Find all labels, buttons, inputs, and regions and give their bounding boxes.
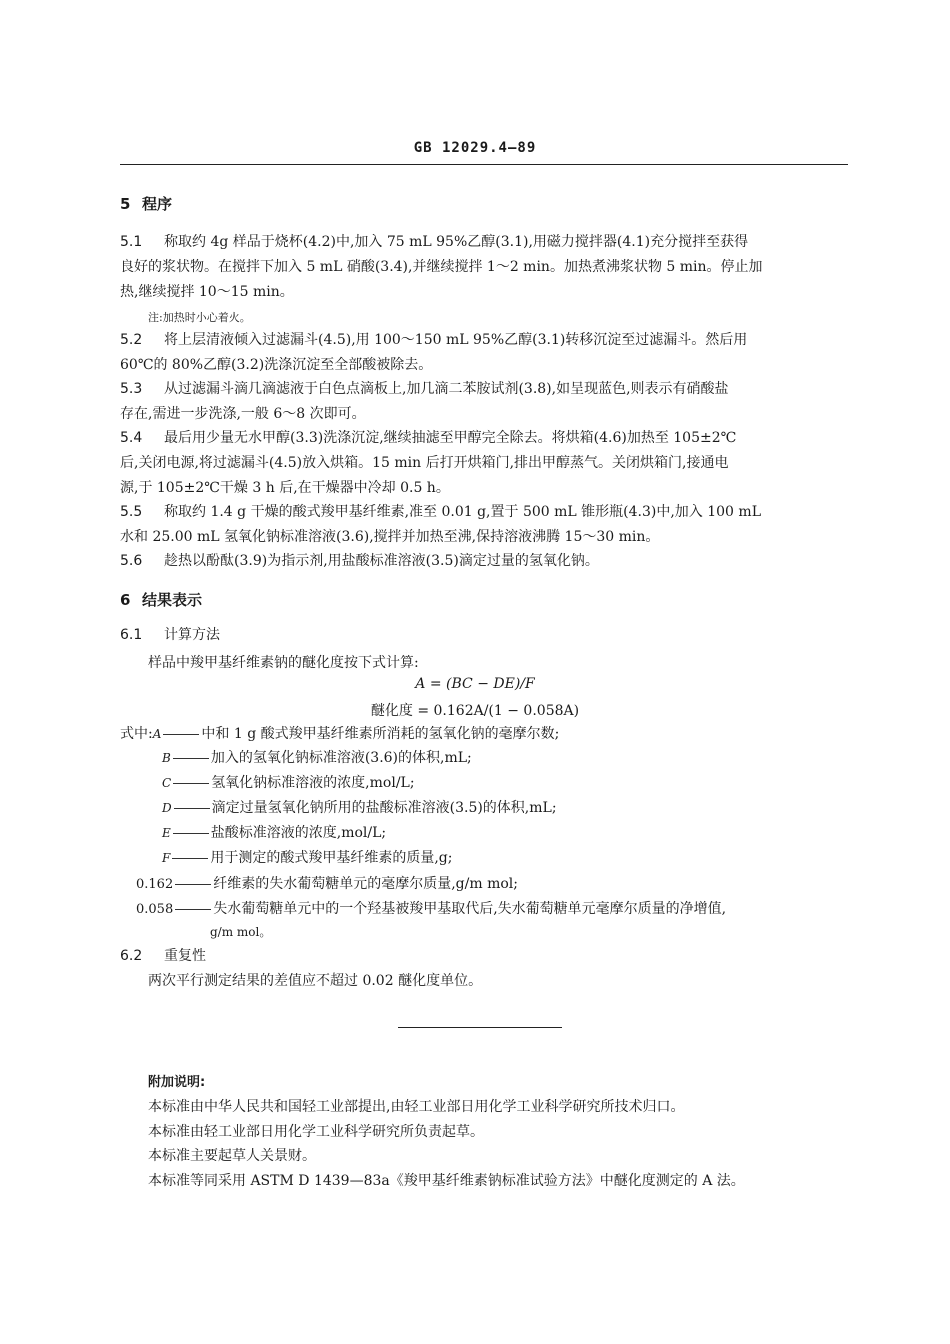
definitions-prefix: 式中: [120,726,153,742]
section-title: 结果表示 [142,591,203,609]
appendix-line: 本标准由轻工业部日用化学工业科学研究所负责起草。 [148,1124,484,1140]
appendix-line: 本标准由中华人民共和国轻工业部提出,由轻工业部日用化学工业科学研究所技术归口。 [148,1099,685,1115]
clause-line: 60℃的 80%乙醇(3.2)洗涤沉淀至全部酸被除去。 [120,357,433,373]
clause-label: 5.3 [120,381,143,397]
clause-5-1 [120,230,848,305]
clause-line: 水和 25.00 mL 氢氧化钠标准溶液(3.6),搅拌并加热至沸,保持溶液沸腾 15～30 min。 [120,529,660,545]
clause-line: 趁热以酚酞(3.9)为指示剂,用盐酸标准溶液(3.5)滴定过量的氢氧化钠。 [164,553,599,569]
definition-row [162,771,415,795]
section-5-heading [120,193,172,214]
definition-text: 加入的氢氧化钠标准溶液(3.6)的体积,mL; [210,750,472,766]
definition-continuation: g/m mol。 [210,925,272,939]
standard-code-header: GB 12029.4—89 [413,140,537,156]
clause-line: 从过滤漏斗滴几滴滤液于白色点滴板上,加几滴二苯胺试剂(3.8),如呈现蓝色,则表示有硝酸盐 [164,381,729,397]
note: 注:加热时小心着火。 [148,311,251,324]
definition-text: 用于测定的酸式羧甲基纤维素的质量,g; [210,850,453,866]
clause-line: 称取约 1.4 g 干燥的酸式羧甲基纤维素,准至 0.01 g,置于 500 mL 锥形瓶(4.3)中,加入 100 mL [164,504,761,520]
clause-label: 5.6 [120,553,143,569]
clause-6-2 [120,944,848,969]
clause-5-2 [120,328,848,378]
clause-5-6 [120,549,848,574]
em-dash [163,734,199,735]
symbol: B [162,751,171,765]
clause-line: 热,继续搅拌 10～15 min。 [120,284,294,300]
section-number: 5 [120,195,131,213]
definition-row [136,872,518,897]
symbol: D [162,801,172,815]
em-dash [175,909,211,910]
formula-text: A = (BC − DE)/F [415,676,535,692]
clause-line: 称取约 4g 样品于烧杯(4.2)中,加入 75 mL 95%乙醇(3.1),用磁力搅拌器(4.1)充分搅拌至获得 [164,234,749,250]
clause-title: 重复性 [164,948,206,964]
formula-text: 醚化度 = 0.162A/(1 − 0.058A) [370,703,580,719]
em-dash [173,758,209,759]
clause-label: 5.5 [120,504,143,520]
clause-5-5 [120,500,848,550]
definition-text: 滴定过量氢氧化钠所用的盐酸标准溶液(3.5)的体积,mL; [211,800,557,816]
clause-label: 6.1 [120,627,143,643]
clause-5-3 [120,377,848,427]
clause-line: 源,于 105±2℃干燥 3 h 后,在干燥器中冷却 0.5 h。 [120,480,450,496]
section-number: 6 [120,591,131,609]
definition-text: 盐酸标准溶液的浓度,mol/L; [210,825,387,841]
definition-row [162,796,557,820]
clause-label: 5.4 [120,430,143,446]
section-title: 程序 [142,195,173,213]
symbol: A [152,727,162,741]
symbol: C [162,776,172,790]
formula-etherification [0,700,950,720]
header-rule [120,164,848,165]
em-dash [173,783,209,784]
symbol: 0.058 [136,902,174,917]
definition-text: 氢氧化钠标准溶液的浓度,mol/L; [211,775,415,791]
clause-label: 6.2 [120,948,143,964]
clause-label: 5.2 [120,332,143,348]
em-dash [173,833,209,834]
clause-line: 存在,需进一步洗涤,一般 6～8 次即可。 [120,406,366,422]
definition-row [136,897,726,922]
appendix-line: 本标准等同采用 ASTM D 1439—83a《羧甲基纤维素钠标准试验方法》中醚化度测定的 A 法。 [148,1173,745,1189]
formula-intro: 样品中羧甲基纤维素钠的醚化度按下式计算: [148,655,419,671]
appendix-title: 附加说明: [148,1075,206,1090]
em-dash [172,858,208,859]
symbol: F [162,851,171,865]
formula-a [0,676,950,692]
definition-text: 中和 1 g 酸式羧甲基纤维素所消耗的氢氧化钠的毫摩尔数; [201,726,560,742]
repeatability-text: 两次平行测定结果的差值应不超过 0.02 醚化度单位。 [148,973,483,989]
clause-line: 良好的浆状物。在搅拌下加入 5 mL 硝酸(3.4),并继续搅拌 1～2 min。加热煮沸浆状物 5 min。停止加 [120,259,763,275]
appendix-line: 本标准主要起草人关景财。 [148,1148,316,1164]
clause-6-1 [120,623,848,648]
symbol: 0.162 [136,877,174,892]
clause-line: 最后用少量无水甲醇(3.3)洗涤沉淀,继续抽滤至甲醇完全除去。将烘箱(4.6)加热至 105±2℃ [164,430,737,446]
section-6-heading [120,589,202,610]
definition-row [162,846,452,870]
em-dash [174,808,210,809]
em-dash [175,884,211,885]
clause-5-4 [120,426,848,501]
definition-row [162,746,472,770]
end-rule [398,1027,562,1028]
definition-row [120,722,559,746]
definition-text: 纤维素的失水葡萄糖单元的毫摩尔质量,g/m mol; [213,876,518,892]
clause-line: 将上层清液倾入过滤漏斗(4.5),用 100～150 mL 95%乙醇(3.1)转移沉淀至过滤漏斗。然后用 [164,332,748,348]
clause-title: 计算方法 [164,627,220,643]
definition-row [162,821,386,845]
symbol: E [162,826,171,840]
definition-text: 失水葡萄糖单元中的一个羟基被羧甲基取代后,失水葡萄糖单元毫摩尔质量的净增值, [213,901,727,917]
clause-line: 后,关闭电源,将过滤漏斗(4.5)放入烘箱。15 min 后打开烘箱门,排出甲醇蒸气。关闭烘箱门,接通电 [120,455,729,471]
clause-label: 5.1 [120,234,143,250]
